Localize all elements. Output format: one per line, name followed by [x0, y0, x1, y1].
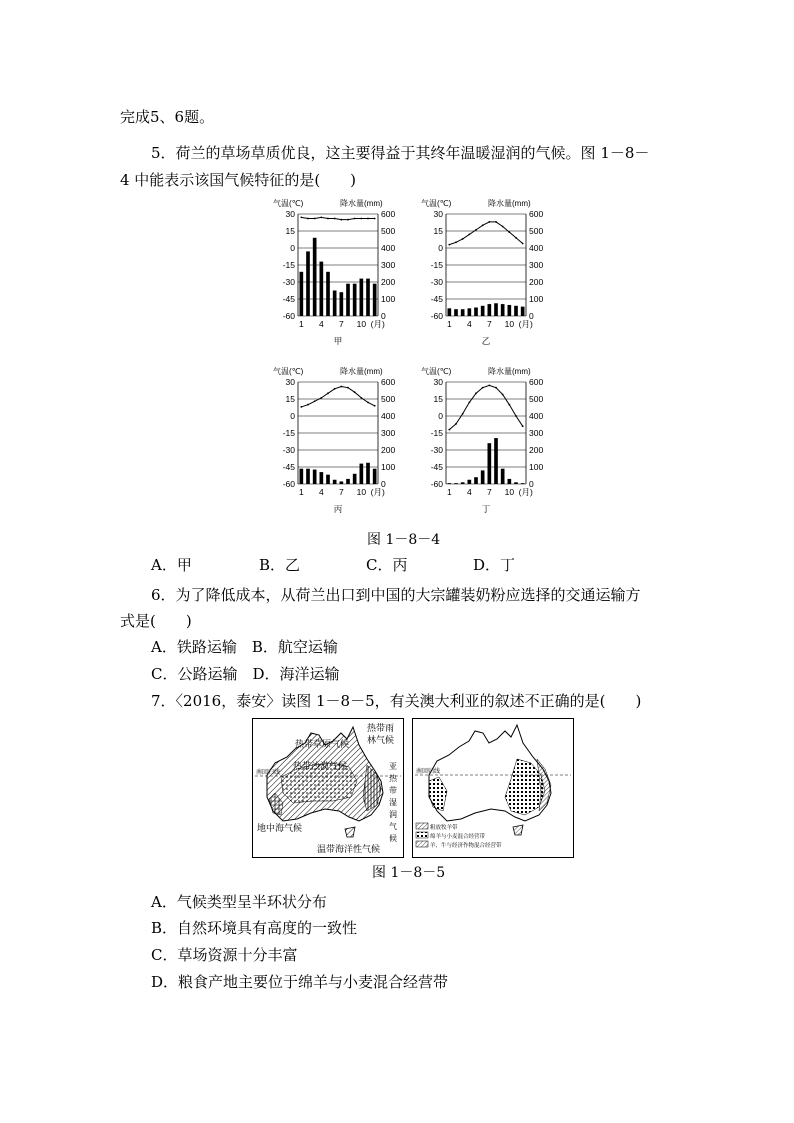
temp-tick-label: -60	[282, 311, 295, 321]
precip-bar	[514, 482, 518, 484]
temperature-point	[320, 217, 322, 219]
temp-tick-label: 15	[285, 394, 295, 404]
svg-text:湿: 湿	[389, 798, 397, 807]
temperature-point	[515, 237, 517, 239]
precip-tick-label: 0	[529, 479, 534, 489]
month-unit-label: (月)	[370, 319, 385, 329]
precip-bar	[360, 464, 364, 484]
tropic-label-2: 南回归线	[416, 768, 441, 775]
temperature-point	[522, 425, 524, 427]
tropical-rain-label-1: 热带雨	[367, 724, 395, 734]
question-7: 7．〈2016，泰安〉读图 1－8－5，有关澳大利亚的叙述不正确的是( )	[151, 692, 642, 710]
temperature-point	[307, 404, 309, 406]
svg-text:候: 候	[389, 834, 397, 843]
q5-option-d: D．丁	[473, 556, 516, 574]
precip-tick-label: 200	[529, 277, 544, 287]
precip-axis-label: 降水量(mm)	[488, 367, 531, 376]
precip-bar	[454, 483, 458, 484]
temp-axis-label: 气温(℃)	[273, 367, 304, 376]
precip-bar	[320, 472, 324, 484]
precip-tick-label: 400	[381, 411, 396, 421]
chart-title: 丙	[333, 504, 343, 514]
intro-line: 完成5、6题。	[120, 108, 215, 126]
precip-bar	[481, 470, 485, 484]
chart-title: 丁	[481, 504, 491, 514]
precip-bar	[461, 309, 465, 316]
precip-tick-label: 200	[529, 445, 544, 455]
precip-tick-label: 400	[529, 411, 544, 421]
svg-text:润: 润	[389, 810, 397, 819]
month-tick-label: 1	[298, 319, 304, 329]
precip-tick-label: 200	[381, 277, 396, 287]
precip-bar	[373, 284, 377, 316]
month-unit-label: (月)	[518, 487, 533, 497]
temperature-point	[488, 221, 490, 223]
temperature-point	[495, 387, 497, 389]
month-tick-label: 4	[318, 487, 324, 497]
temperature-point	[502, 394, 504, 396]
temperature-point	[300, 217, 302, 219]
temp-tick-label: -15	[430, 428, 443, 438]
temperature-line	[449, 222, 522, 245]
chart-title: 乙	[481, 336, 491, 346]
precip-bar	[306, 251, 310, 316]
temperature-point	[462, 238, 464, 240]
month-tick-label: 4	[318, 319, 324, 329]
precip-bar	[360, 279, 364, 316]
q6-options-cd: C．公路运输 D．海洋运输	[151, 665, 340, 683]
precip-bar	[481, 306, 485, 316]
temperature-point	[347, 387, 349, 389]
temperature-line	[301, 387, 374, 407]
temperature-point	[307, 218, 309, 220]
tasmania-2	[513, 825, 523, 835]
precip-bar	[333, 480, 337, 484]
month-tick-label: 1	[446, 319, 452, 329]
temp-tick-label: 30	[433, 209, 443, 219]
savanna-label: 热带草原气候	[295, 740, 350, 750]
precip-bar	[508, 479, 512, 484]
precip-bar	[353, 474, 357, 484]
temperature-point	[347, 219, 349, 221]
month-tick-label: 4	[466, 319, 472, 329]
precip-bar	[313, 470, 317, 484]
temperature-point	[334, 388, 336, 390]
precip-tick-label: 300	[381, 428, 396, 438]
precip-tick-label: 100	[529, 294, 544, 304]
precip-bar	[468, 480, 472, 484]
precip-tick-label: 0	[381, 311, 386, 321]
temp-tick-label: -45	[430, 294, 443, 304]
temperature-point	[367, 402, 369, 404]
temperature-point	[448, 429, 450, 431]
temperature-point	[327, 218, 329, 220]
temperature-point	[475, 392, 477, 394]
precip-tick-label: 600	[529, 377, 544, 387]
temp-tick-label: -45	[430, 462, 443, 472]
figure-caption-1: 图 1－8－4	[367, 532, 441, 548]
precip-bar	[468, 308, 472, 316]
tropical-rain-label-2: 林气候	[367, 736, 395, 746]
q7-option-c: C．草场资源十分丰富	[151, 946, 298, 964]
precip-tick-label: 300	[381, 260, 396, 270]
precip-tick-label: 500	[381, 394, 396, 404]
temp-tick-label: 30	[433, 377, 443, 387]
month-tick-label: 10	[356, 319, 367, 329]
temp-tick-label: 0	[438, 411, 443, 421]
precip-tick-label: 400	[529, 243, 544, 253]
temp-tick-label: -15	[282, 428, 295, 438]
tasmania	[345, 827, 355, 837]
temperature-point	[475, 229, 477, 231]
precip-bar	[488, 304, 492, 316]
temp-tick-label: -45	[282, 462, 295, 472]
temp-tick-label: -30	[282, 445, 295, 455]
temperature-point	[374, 218, 376, 220]
precip-axis-label: 降水量(mm)	[488, 199, 531, 208]
temperature-point	[374, 405, 376, 407]
legend-swatch-2	[416, 832, 428, 838]
precip-bar	[300, 469, 304, 484]
temperature-point	[468, 234, 470, 236]
chart-title: 甲	[333, 336, 343, 346]
precip-tick-label: 400	[381, 243, 396, 253]
month-tick-label: 1	[298, 487, 304, 497]
temperature-point	[300, 406, 302, 408]
precip-bar	[300, 272, 304, 316]
month-unit-label: (月)	[518, 319, 533, 329]
month-tick-label: 10	[356, 487, 367, 497]
climate-chart-bing	[270, 364, 410, 524]
climate-chart-ding	[418, 364, 558, 524]
precip-tick-label: 100	[381, 462, 396, 472]
temperature-point	[502, 226, 504, 228]
precip-bar	[521, 307, 525, 316]
temperature-point	[314, 400, 316, 402]
question-5-line-1: 5．荷兰的草场草质优良，这主要得益于其终年温暖湿润的气候。图 1－8－	[151, 144, 650, 162]
precip-bar	[448, 308, 452, 316]
temperature-point	[482, 224, 484, 226]
temperature-point	[455, 241, 457, 243]
temperature-point	[482, 387, 484, 389]
temp-tick-label: 30	[285, 209, 295, 219]
precip-bar	[320, 262, 324, 316]
month-tick-label: 7	[486, 487, 492, 497]
temperature-point	[320, 397, 322, 399]
precip-axis-label: 降水量(mm)	[340, 367, 383, 376]
temperature-point	[340, 386, 342, 388]
month-tick-label: 7	[338, 319, 344, 329]
temperature-point	[522, 243, 524, 245]
temperature-point	[508, 231, 510, 233]
precip-bar	[326, 272, 330, 316]
temperature-point	[334, 218, 336, 220]
precip-tick-label: 300	[529, 428, 544, 438]
precip-tick-label: 600	[529, 209, 544, 219]
precip-bar	[514, 306, 518, 316]
precip-bar	[366, 463, 370, 484]
temperature-line	[301, 217, 374, 219]
legend-label-3: 羊、牛与经济作物混合经营带	[430, 843, 502, 849]
temp-tick-label: -30	[430, 277, 443, 287]
tropic-label: 南回归线	[256, 769, 281, 776]
question-6-line-1: 6．为了降低成本，从荷兰出口到中国的大宗罐装奶粉应选择的交通运输方	[151, 586, 641, 604]
q7-option-a: A．气候类型呈半环状分布	[151, 893, 327, 911]
precip-bar	[508, 305, 512, 316]
precip-axis-label: 降水量(mm)	[340, 199, 383, 208]
legend-label-2: 绵羊与小麦混合经营带	[430, 834, 486, 840]
temperature-point	[515, 415, 517, 417]
temperature-point	[340, 219, 342, 221]
question-6-line-2: 式是( )	[120, 612, 192, 630]
temperature-point	[455, 423, 457, 425]
temperature-point	[360, 397, 362, 399]
svg-text:亚: 亚	[389, 762, 397, 771]
precip-tick-label: 500	[529, 226, 544, 236]
month-tick-label: 10	[504, 319, 515, 329]
climate-chart-jia	[270, 196, 410, 356]
temp-tick-label: 0	[438, 243, 443, 253]
month-tick-label: 4	[466, 487, 472, 497]
precip-bar	[340, 292, 344, 316]
temp-tick-label: 15	[433, 226, 443, 236]
temp-tick-label: -60	[430, 311, 443, 321]
q5-option-a: A．甲	[151, 556, 192, 574]
temp-tick-label: 30	[285, 377, 295, 387]
month-unit-label: (月)	[370, 487, 385, 497]
mediterranean-label: 地中海气候	[257, 824, 303, 834]
temp-tick-label: -15	[282, 260, 295, 270]
svg-text:热: 热	[389, 774, 397, 783]
temperature-point	[468, 402, 470, 404]
month-tick-label: 1	[446, 487, 452, 497]
q7-option-b: B．自然环境具有高度的一致性	[151, 919, 358, 937]
temp-axis-label: 气温(℃)	[421, 367, 452, 376]
temp-tick-label: -30	[282, 277, 295, 287]
climate-chart-yi	[418, 196, 558, 356]
temp-tick-label: -60	[282, 479, 295, 489]
temperature-point	[488, 385, 490, 387]
precip-bar	[521, 483, 525, 484]
legend-swatch-3	[416, 841, 428, 847]
precip-bar	[494, 303, 498, 316]
month-tick-label: 7	[486, 319, 492, 329]
q7-option-d: D．粮食产地主要位于绵羊与小麦混合经营带	[151, 973, 449, 991]
figure-caption-2: 图 1－8－5	[372, 865, 446, 881]
temp-tick-label: -15	[430, 260, 443, 270]
svg-text:气: 气	[389, 822, 397, 831]
temp-axis-label: 气温(℃)	[273, 199, 304, 208]
temperature-line	[449, 385, 522, 429]
precip-bar	[474, 477, 478, 484]
legend-swatch-1	[416, 823, 428, 829]
precip-bar	[353, 284, 357, 316]
precip-bar	[326, 475, 330, 484]
q6-options-ab: A．铁路运输 B．航空运输	[151, 638, 338, 656]
precip-tick-label: 0	[529, 311, 534, 321]
temp-tick-label: -45	[282, 294, 295, 304]
temp-axis-label: 气温(℃)	[421, 199, 452, 208]
precip-tick-label: 600	[381, 209, 396, 219]
temperate-marine-label: 温带海洋性气候	[317, 845, 381, 855]
precip-tick-label: 600	[381, 377, 396, 387]
month-tick-label: 7	[338, 487, 344, 497]
temperature-point	[367, 218, 369, 220]
precip-tick-label: 500	[381, 226, 396, 236]
temperature-point	[448, 244, 450, 246]
australia-agriculture-map	[412, 718, 574, 858]
legend-label-1: 粗放牧羊带	[430, 825, 458, 831]
temperature-point	[354, 391, 356, 393]
precip-bar	[488, 443, 492, 484]
precip-bar	[501, 304, 505, 316]
precip-tick-label: 200	[381, 445, 396, 455]
precip-bar	[448, 483, 452, 484]
precip-bar	[461, 482, 465, 484]
temperature-point	[314, 218, 316, 220]
precip-bar	[454, 309, 458, 316]
temperature-point	[354, 218, 356, 220]
desert-label: 热带沙漠气候	[293, 762, 348, 772]
temp-tick-label: 15	[285, 226, 295, 236]
precip-bar	[306, 469, 310, 484]
precip-tick-label: 0	[381, 479, 386, 489]
precip-bar	[313, 238, 317, 316]
q5-option-c: C．丙	[366, 556, 408, 574]
precip-bar	[494, 438, 498, 484]
temp-tick-label: 15	[433, 394, 443, 404]
precip-tick-label: 100	[529, 462, 544, 472]
temperature-point	[327, 392, 329, 394]
question-5-line-2: 4 中能表示该国气候特征的是( )	[120, 171, 357, 189]
svg-text:带: 带	[389, 786, 397, 795]
temperature-point	[508, 404, 510, 406]
precip-bar	[333, 291, 337, 317]
temperature-point	[495, 221, 497, 223]
q5-option-b: B．乙	[259, 556, 301, 574]
precip-bar	[346, 479, 350, 484]
temp-tick-label: 0	[290, 411, 295, 421]
precip-bar	[366, 279, 370, 316]
precip-bar	[501, 469, 505, 484]
temperature-point	[360, 218, 362, 220]
precip-tick-label: 300	[529, 260, 544, 270]
australia-climate-map	[252, 718, 404, 858]
precip-tick-label: 500	[529, 394, 544, 404]
precip-bar	[340, 481, 344, 484]
precip-tick-label: 100	[381, 294, 396, 304]
precip-bar	[346, 284, 350, 316]
month-tick-label: 10	[504, 487, 515, 497]
precip-bar	[474, 308, 478, 317]
temp-tick-label: 0	[290, 243, 295, 253]
temperature-point	[462, 413, 464, 415]
precip-bar	[373, 469, 377, 484]
temp-tick-label: -60	[430, 479, 443, 489]
temp-tick-label: -30	[430, 445, 443, 455]
